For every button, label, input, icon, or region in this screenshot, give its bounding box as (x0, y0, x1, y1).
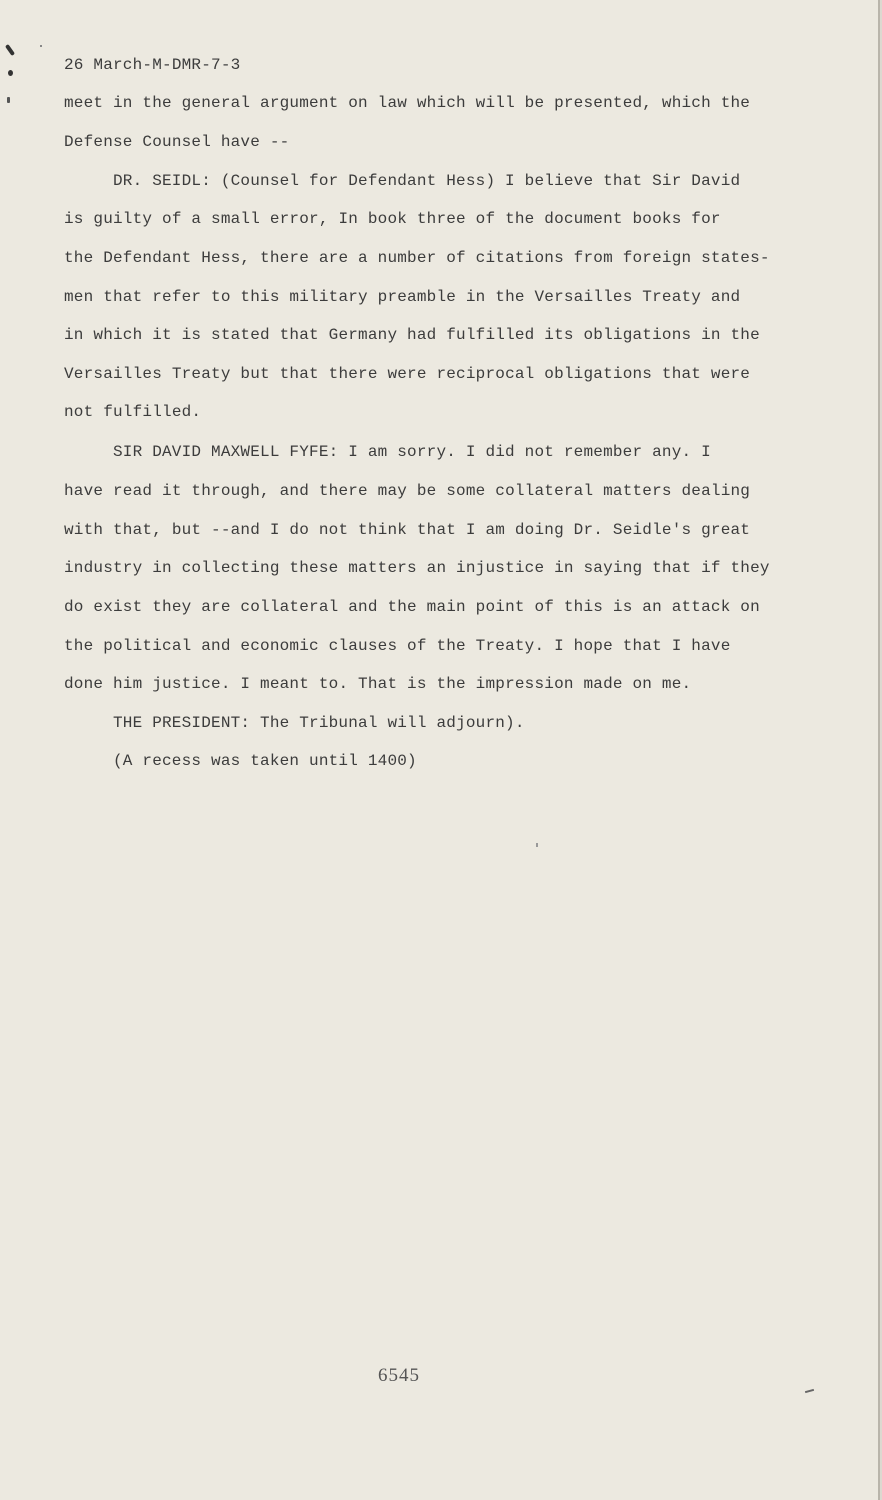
text-line: THE PRESIDENT: The Tribunal will adjourn). (113, 714, 525, 732)
text-line: not fulfilled. (64, 403, 202, 421)
text-line: DR. SEIDL: (Counsel for Defendant Hess) I believe that Sir David (113, 172, 741, 190)
text-line: is guilty of a small error, In book three of the document books for (64, 210, 721, 228)
text-line: industry in collecting these matters an injustice in saying that if they (64, 559, 770, 577)
text-line: the political and economic clauses of the Treaty. I hope that I have (64, 637, 731, 655)
text-line: the Defendant Hess, there are a number of citations from foreign states- (64, 249, 770, 267)
margin-mark (8, 70, 13, 76)
text-line: have read it through, and there may be some collateral matters dealing (64, 482, 751, 500)
text-line: Defense Counsel have -- (64, 133, 290, 151)
text-line: done him justice. I meant to. That is the impression made on me. (64, 675, 692, 693)
page-header: 26 March-M-DMR-7-3 (64, 56, 241, 74)
text-line: (A recess was taken until 1400) (113, 752, 417, 770)
margin-mark (7, 97, 10, 103)
text-line: do exist they are collateral and the main point of this is an attack on (64, 598, 760, 616)
speck-mark (536, 843, 538, 847)
text-line: SIR DAVID MAXWELL FYFE: I am sorry. I did not remember any. I (113, 443, 711, 461)
margin-mark (805, 1389, 814, 1393)
text-line: Versailles Treaty but that there were reciprocal obligations that were (64, 365, 751, 383)
text-line: with that, but --and I do not think that I am doing Dr. Seidle's great (64, 521, 751, 539)
margin-mark (5, 44, 15, 56)
page-number: 6545 (378, 1365, 420, 1386)
speck-mark (40, 45, 42, 47)
text-line: in which it is stated that Germany had fulfilled its obligations in the (64, 326, 760, 344)
text-line: men that refer to this military preamble in the Versailles Treaty and (64, 288, 741, 306)
text-line: meet in the general argument on law which will be presented, which the (64, 94, 751, 112)
